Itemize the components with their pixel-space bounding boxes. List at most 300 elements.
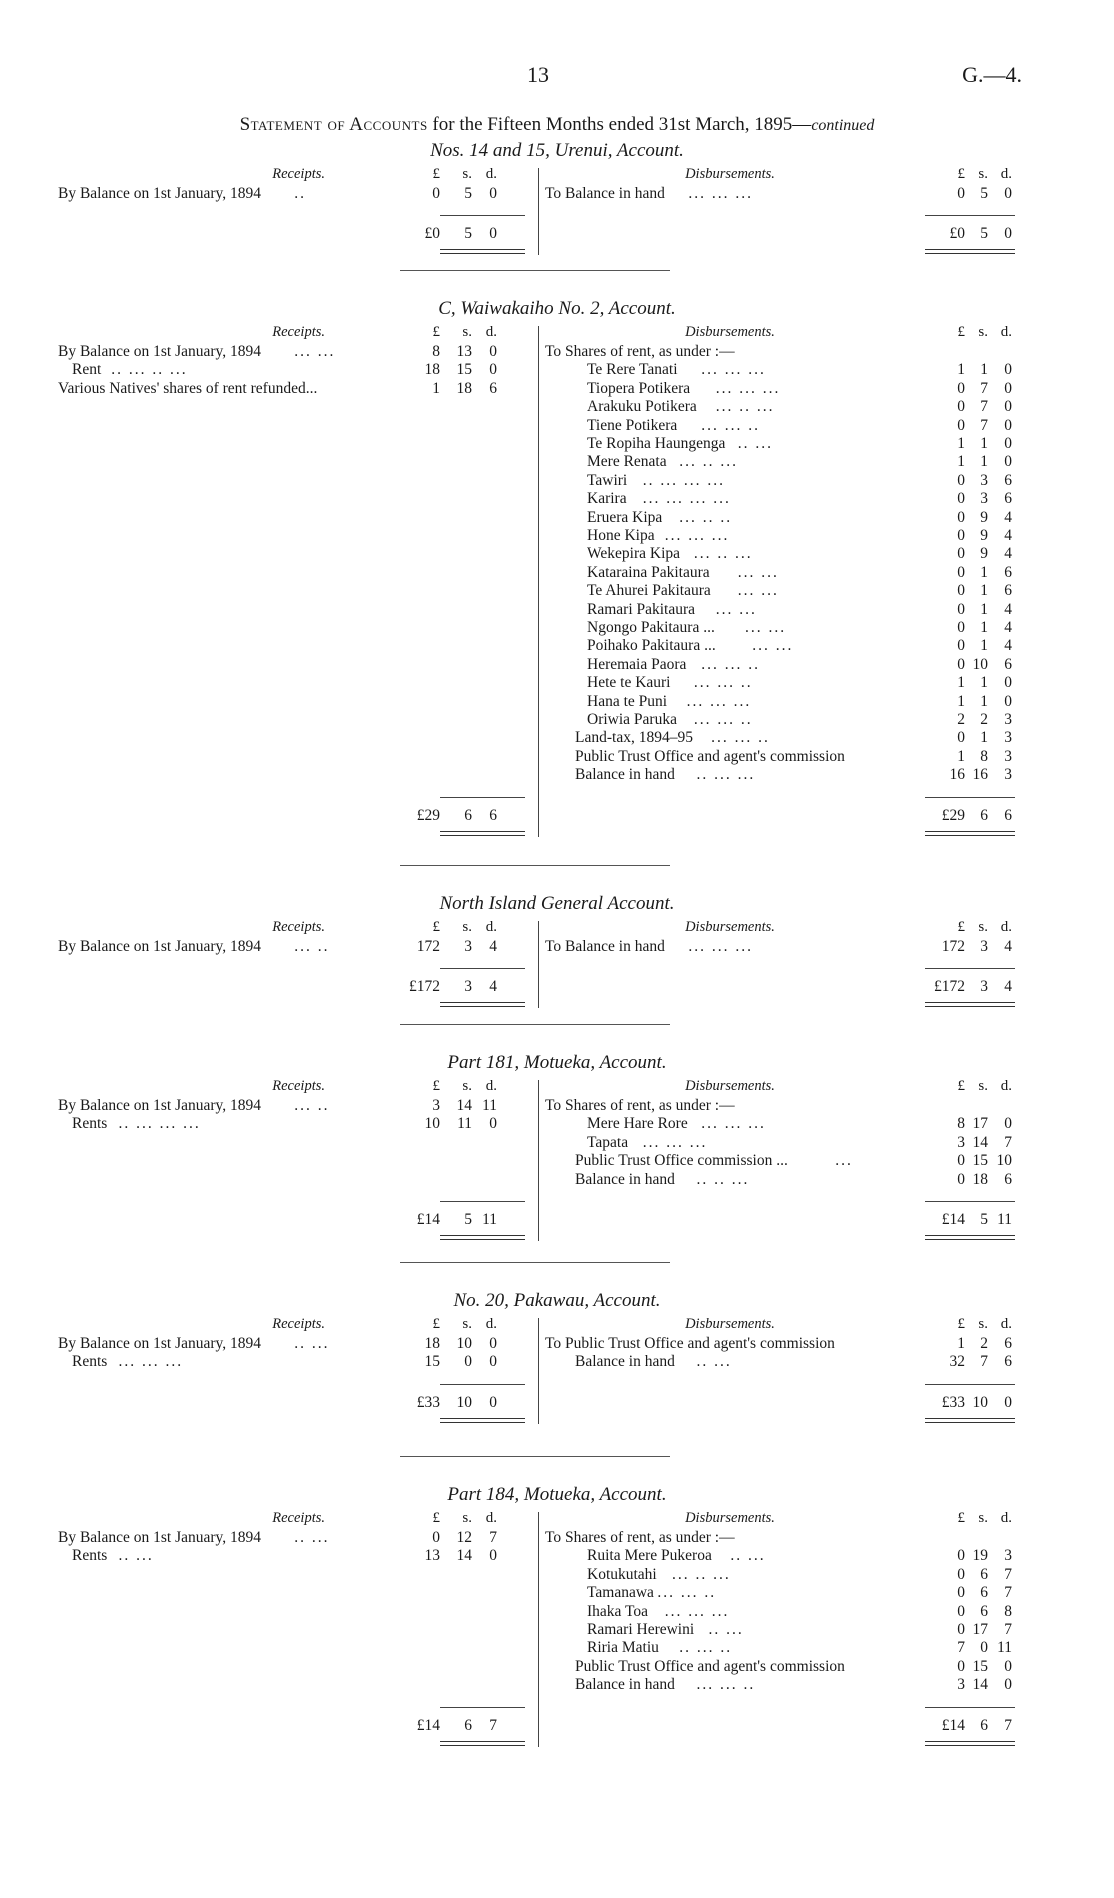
receipts-total-double-rule (440, 1002, 525, 1007)
disbursement-leader-dots: ... ... ... (664, 1602, 730, 1620)
account-title (0, 1290, 1114, 1312)
receipt-amount-l: 8 (432, 343, 440, 360)
column-divider (538, 1080, 539, 1241)
disbursement-label: Wekepira Kipa (587, 545, 680, 563)
receipt-amount-l: 1 (432, 379, 440, 397)
receipt-label: By Balance on 1st January, 1894 (58, 1335, 262, 1352)
disbursements-col-shilling: s. (978, 1078, 988, 1094)
disbursement-label: Ihaka Toa (587, 1602, 649, 1620)
disbursement-amount-s: 5 (980, 185, 988, 202)
disbursement-amount-s: 7 (980, 379, 988, 397)
disbursement-label: Mere Renata (587, 453, 667, 471)
disbursement-leader-dots: ... ... ... (642, 1133, 708, 1151)
disbursement-leader-dots: ... ... (745, 619, 787, 636)
disbursements-total-d: 11 (997, 1211, 1012, 1228)
disbursement-leader-dots: ... .. .. (679, 508, 733, 526)
disbursement-label: Public Trust Office and agent's commission (575, 1657, 845, 1675)
disbursement-amount-s: 19 (972, 1547, 988, 1565)
disbursement-amount-s: 7 (980, 1353, 988, 1371)
disbursement-amount-d: 10 (996, 1152, 1012, 1170)
disbursement-leader-dots: .. ... ... ... (642, 471, 726, 489)
disbursement-amount-d: 7 (1004, 1133, 1012, 1151)
disbursement-amount-d: 8 (1004, 1602, 1012, 1620)
account-title-text: Part 184, Motueka, Account. (447, 1484, 667, 1505)
disbursements-subtotal-rule (925, 215, 1015, 216)
disbursement-amount-l: 0 (957, 379, 965, 397)
receipts-total-double-rule (440, 831, 525, 836)
disbursement-leader-dots: ... ... (715, 600, 757, 618)
disbursements-heading: Disbursements. (685, 324, 775, 340)
receipts-total-double-rule (440, 1418, 525, 1423)
disbursement-amount-l: 0 (957, 1152, 965, 1170)
receipts-col-pound: £ (432, 1510, 440, 1526)
disbursement-label: To Shares of rent, as under :— (545, 1097, 735, 1114)
disbursement-leader-dots: ... ... ... (715, 379, 781, 397)
disbursement-amount-d: 6 (1004, 490, 1012, 508)
disbursement-amount-s: 17 (972, 1115, 988, 1133)
section-separator (400, 1456, 670, 1457)
disbursement-amount-d: 3 (1004, 729, 1012, 747)
disbursement-amount-s: 14 (972, 1676, 988, 1694)
disbursements-total-double-rule (925, 249, 1015, 254)
disbursements-heading: Disbursements. (685, 919, 775, 935)
disbursement-amount-d: 6 (1004, 1335, 1012, 1352)
receipt-label: By Balance on 1st January, 1894 (58, 1529, 262, 1546)
statement-title-caps: Statement of Accounts (239, 114, 428, 135)
disbursement-leader-dots: ... ... .. (701, 655, 760, 673)
disbursement-amount-s: 15 (972, 1657, 988, 1675)
column-divider (538, 1512, 539, 1747)
disbursement-leader-dots: ... ... ... (701, 1115, 766, 1133)
receipt-leader-dots: .. ... .. ... (111, 361, 188, 379)
disbursement-amount-d: 4 (1004, 637, 1012, 655)
disbursement-label: Balance in hand (575, 1353, 675, 1371)
receipts-total-d: 6 (489, 806, 497, 824)
disbursements-total-l: £14 (941, 1211, 965, 1228)
disbursements-total-l: £0 (949, 225, 965, 243)
disbursement-amount-d: 6 (1004, 471, 1012, 489)
receipts-subtotal-rule (440, 1707, 525, 1708)
receipt-amount-l: 18 (424, 1335, 440, 1352)
disbursement-leader-dots: .. ... (730, 1547, 766, 1565)
disbursement-amount-l: 1 (957, 361, 965, 379)
disbursement-amount-d: 3 (1004, 766, 1012, 784)
disbursements-total-s: 6 (980, 1716, 988, 1734)
receipt-label: Rents (72, 1547, 108, 1565)
disbursement-amount-l: 0 (957, 185, 965, 202)
disbursement-leader-dots: ... ... .. (693, 674, 753, 692)
disbursement-amount-l: 3 (957, 1133, 965, 1151)
disbursement-amount-d: 0 (1004, 674, 1012, 692)
disbursement-label: Tawiri (587, 471, 628, 489)
disbursement-leader-dots: ... ... ... (688, 938, 754, 955)
disbursement-amount-d: 7 (1004, 1621, 1012, 1638)
disbursement-amount-d: 6 (1004, 1353, 1012, 1371)
receipts-subtotal-rule (440, 1384, 525, 1385)
disbursement-amount-l: 0 (957, 508, 965, 526)
disbursement-label: Riria Matiu (587, 1639, 659, 1657)
receipts-total-double-rule (440, 1235, 525, 1240)
disbursements-col-shilling: s. (978, 324, 988, 340)
disbursements-total-d: 7 (1004, 1716, 1012, 1734)
column-divider (538, 326, 539, 837)
disbursement-amount-s: 9 (980, 545, 988, 563)
receipts-col-pence: d. (485, 166, 497, 182)
disbursement-amount-l: 0 (957, 1602, 965, 1620)
disbursement-amount-l: 0 (957, 729, 965, 747)
disbursements-heading: Disbursements. (685, 166, 775, 182)
receipt-amount-l: 10 (424, 1115, 440, 1133)
disbursement-label: Tiopera Potikera (587, 379, 691, 397)
disbursement-amount-s: 7 (980, 398, 988, 416)
receipt-label: By Balance on 1st January, 1894 (58, 938, 262, 955)
receipts-col-pence: d. (485, 324, 497, 340)
disbursement-amount-d: 4 (1004, 527, 1012, 544)
section-separator (400, 1262, 670, 1263)
disbursement-amount-s: 7 (980, 416, 988, 434)
disbursement-amount-l: 0 (957, 1547, 965, 1565)
disbursement-amount-l: 0 (957, 637, 965, 655)
receipts-subtotal-rule (440, 215, 525, 216)
disbursement-label: Balance in hand (575, 1170, 675, 1188)
disbursement-amount-d: 0 (1004, 416, 1012, 434)
disbursement-label: Ngongo Pakitaura ... (587, 619, 715, 636)
disbursement-label: Public Trust Office commission ... (575, 1152, 788, 1170)
disbursement-leader-dots: .. ... (696, 1353, 732, 1371)
column-divider (538, 168, 539, 255)
receipt-label: Various Natives' shares of rent refunded... (58, 379, 318, 397)
receipt-amount-s: 0 (464, 1353, 472, 1371)
disbursement-amount-l: 0 (957, 1584, 965, 1602)
disbursement-amount-l: 0 (957, 490, 965, 508)
disbursements-total-d: 4 (1004, 978, 1012, 996)
receipt-amount-d: 0 (489, 343, 497, 360)
receipts-subtotal-rule (440, 1201, 525, 1202)
receipts-col-shilling: s. (462, 1510, 472, 1526)
disbursement-amount-d: 3 (1004, 747, 1012, 765)
account-title (0, 140, 1114, 162)
receipts-col-shilling: s. (462, 919, 472, 935)
disbursements-total-double-rule (925, 831, 1015, 836)
receipts-col-pound: £ (432, 166, 440, 182)
disbursement-amount-s: 6 (980, 1565, 988, 1583)
receipt-amount-s: 13 (456, 343, 472, 360)
disbursement-amount-s: 0 (980, 1639, 988, 1657)
disbursement-amount-s: 18 (972, 1170, 988, 1188)
receipt-label: By Balance on 1st January, 1894 (58, 343, 262, 360)
disbursement-label: Karira (587, 490, 627, 508)
disbursement-amount-l: 1 (957, 674, 965, 692)
account-title (0, 298, 1114, 320)
receipt-amount-l: 18 (424, 361, 440, 379)
disbursement-amount-s: 10 (972, 655, 988, 673)
receipt-amount-l: 13 (424, 1547, 440, 1565)
disbursement-label: Tapata (587, 1133, 629, 1151)
disbursement-label: Mere Hare Rore (587, 1115, 688, 1133)
receipts-total-d: 4 (489, 978, 497, 996)
disbursement-amount-s: 8 (980, 747, 988, 765)
section-separator (400, 1024, 670, 1025)
disbursement-label: Kataraina Pakitaura (587, 563, 710, 581)
disbursement-amount-d: 4 (1004, 508, 1012, 526)
receipt-label: Rents (72, 1353, 108, 1371)
disbursement-amount-l: 172 (941, 938, 965, 955)
disbursement-leader-dots: .. .. ... (696, 1170, 750, 1188)
disbursement-leader-dots: ... ... ... (664, 527, 730, 544)
disbursement-amount-s: 1 (980, 619, 988, 636)
receipts-col-shilling: s. (462, 1078, 472, 1094)
receipt-amount-d: 0 (489, 361, 497, 379)
receipt-amount-d: 4 (489, 938, 497, 955)
disbursement-amount-d: 0 (1004, 361, 1012, 379)
disbursement-amount-d: 6 (1004, 655, 1012, 673)
disbursement-label: Eruera Kipa (587, 508, 663, 526)
disbursements-total-double-rule (925, 1235, 1015, 1240)
disbursement-amount-d: 0 (1004, 453, 1012, 471)
receipts-heading: Receipts. (272, 919, 325, 935)
disbursements-heading: Disbursements. (685, 1078, 775, 1094)
disbursement-amount-l: 0 (957, 545, 965, 563)
receipt-label: Rents (72, 1115, 108, 1133)
disbursement-label: Balance in hand (575, 766, 675, 784)
disbursement-amount-s: 16 (972, 766, 988, 784)
receipt-amount-d: 0 (489, 185, 497, 202)
disbursement-amount-l: 0 (957, 600, 965, 618)
receipt-amount-l: 0 (432, 185, 440, 202)
receipt-leader-dots: .. ... (294, 1335, 330, 1352)
disbursements-col-pence: d. (1000, 919, 1012, 935)
disbursement-amount-l: 1 (957, 453, 965, 471)
receipt-amount-d: 11 (482, 1097, 497, 1114)
disbursement-label: Hone Kipa (587, 527, 655, 544)
account-title (0, 893, 1114, 915)
receipt-label: By Balance on 1st January, 1894 (58, 185, 262, 202)
receipts-subtotal-rule (440, 968, 525, 969)
disbursement-amount-l: 32 (949, 1353, 965, 1371)
account-title-text: C, Waiwakaiho No. 2, Account. (438, 298, 676, 319)
disbursement-leader-dots: .. ... ... (696, 766, 756, 784)
receipts-total-double-rule (440, 249, 525, 254)
disbursements-total-d: 0 (1004, 1393, 1012, 1411)
disbursement-amount-d: 0 (1004, 1115, 1012, 1133)
receipt-amount-s: 5 (464, 185, 472, 202)
receipts-total-s: 3 (464, 978, 472, 996)
disbursement-label: Tamanawa (587, 1584, 654, 1602)
receipt-amount-d: 0 (489, 1547, 497, 1565)
disbursements-total-l: £172 (934, 978, 965, 996)
disbursement-amount-d: 0 (1004, 1676, 1012, 1694)
receipt-amount-s: 14 (456, 1097, 472, 1114)
disbursements-col-pence: d. (1000, 324, 1012, 340)
receipts-total-double-rule (440, 1741, 525, 1746)
disbursement-label: Hana te Puni (587, 692, 668, 710)
disbursement-leader-dots: ... .. ... (693, 545, 753, 563)
disbursement-label: Te Ahurei Pakitaura (587, 582, 711, 600)
disbursement-label: Poihako Pakitaura ... (587, 637, 716, 655)
receipt-leader-dots: ... ... (294, 343, 336, 360)
disbursement-amount-l: 1 (957, 1335, 965, 1352)
disbursement-amount-l: 1 (957, 747, 965, 765)
disbursements-subtotal-rule (925, 1384, 1015, 1385)
disbursement-amount-l: 16 (949, 766, 965, 784)
receipts-heading: Receipts. (272, 1078, 325, 1094)
disbursement-label: Kotukutahi (587, 1565, 657, 1583)
disbursement-amount-l: 0 (957, 582, 965, 600)
receipt-leader-dots: .. ... (118, 1547, 154, 1565)
receipts-heading: Receipts. (272, 324, 325, 340)
disbursements-col-pound: £ (957, 1510, 965, 1526)
disbursements-total-d: 0 (1004, 225, 1012, 243)
receipt-label: By Balance on 1st January, 1894 (58, 1097, 262, 1114)
disbursement-amount-l: 0 (957, 1621, 965, 1638)
receipts-total-l: £14 (416, 1716, 440, 1734)
receipts-total-s: 6 (464, 1716, 472, 1734)
disbursement-label: Land-tax, 1894–95 (575, 729, 693, 747)
disbursement-leader-dots: ... .. ... (679, 453, 739, 471)
disbursement-leader-dots: ... ... (737, 563, 779, 581)
disbursements-total-double-rule (925, 1418, 1015, 1423)
disbursement-amount-d: 7 (1004, 1584, 1012, 1602)
disbursement-amount-l: 0 (957, 619, 965, 636)
account-title-text: North Island General Account. (439, 893, 675, 914)
disbursement-label: To Shares of rent, as under :— (545, 1529, 735, 1546)
receipts-total-l: £0 (424, 225, 440, 243)
statement-continued: continued (811, 117, 875, 134)
receipts-total-l: £29 (416, 806, 440, 824)
disbursements-total-s: 6 (980, 806, 988, 824)
disbursement-leader-dots: ... ... ... (686, 692, 752, 710)
disbursement-leader-dots: ... ... (752, 637, 794, 655)
disbursements-heading: Disbursements. (685, 1510, 775, 1526)
disbursements-subtotal-rule (925, 968, 1015, 969)
receipts-total-l: £14 (416, 1211, 440, 1228)
disbursement-amount-s: 1 (980, 674, 988, 692)
receipts-total-l: £33 (416, 1393, 440, 1411)
receipts-heading: Receipts. (272, 166, 325, 182)
disbursement-amount-l: 0 (957, 563, 965, 581)
disbursement-label: Te Ropiha Haungenga (587, 435, 726, 452)
receipts-col-shilling: s. (462, 1316, 472, 1332)
section-separator (400, 270, 670, 271)
receipt-leader-dots: .. (294, 185, 307, 202)
receipts-col-pound: £ (432, 324, 440, 340)
disbursement-label: Ruita Mere Pukeroa (587, 1547, 712, 1565)
disbursement-leader-dots: .. ... (737, 435, 773, 452)
column-divider (538, 921, 539, 1008)
disbursement-amount-s: 1 (980, 729, 988, 747)
disbursements-col-shilling: s. (978, 919, 988, 935)
disbursements-col-pound: £ (957, 1316, 965, 1332)
receipts-total-d: 0 (489, 225, 497, 243)
disbursement-amount-d: 4 (1004, 600, 1012, 618)
disbursement-amount-s: 15 (972, 1152, 988, 1170)
disbursement-amount-l: 0 (957, 398, 965, 416)
receipts-total-s: 5 (464, 1211, 472, 1228)
disbursement-amount-s: 3 (980, 471, 988, 489)
disbursements-col-pence: d. (1000, 1078, 1012, 1094)
receipt-amount-l: 172 (416, 938, 440, 955)
disbursements-col-pence: d. (1000, 1510, 1012, 1526)
receipt-amount-s: 10 (456, 1335, 472, 1352)
disbursement-label: Tiene Potikera (587, 416, 678, 434)
disbursements-subtotal-rule (925, 1707, 1015, 1708)
disbursement-amount-d: 3 (1004, 1547, 1012, 1565)
disbursement-amount-d: 0 (1004, 379, 1012, 397)
disbursement-amount-s: 1 (980, 582, 988, 600)
receipts-col-shilling: s. (462, 324, 472, 340)
disbursement-leader-dots: ... ... ... ... (642, 490, 731, 508)
receipt-amount-d: 0 (489, 1335, 497, 1352)
disbursement-leader-dots: ... .. ... (672, 1565, 731, 1583)
disbursement-label: Ramari Pakitaura (587, 600, 696, 618)
disbursement-leader-dots: ... ... .. (696, 1676, 756, 1694)
disbursement-amount-s: 1 (980, 563, 988, 581)
disbursements-total-double-rule (925, 1741, 1015, 1746)
disbursement-amount-l: 1 (957, 692, 965, 710)
receipts-col-shilling: s. (462, 166, 472, 182)
disbursement-amount-s: 9 (980, 508, 988, 526)
disbursements-heading: Disbursements. (685, 1316, 775, 1332)
disbursement-amount-d: 6 (1004, 1170, 1012, 1188)
receipt-amount-l: 15 (424, 1353, 440, 1371)
disbursement-amount-s: 17 (972, 1621, 988, 1638)
disbursements-col-pence: d. (1000, 1316, 1012, 1332)
receipt-leader-dots: ... .. (294, 938, 330, 955)
disbursements-col-pound: £ (957, 1078, 965, 1094)
disbursement-amount-s: 3 (980, 938, 988, 955)
disbursement-amount-l: 7 (957, 1639, 965, 1657)
disbursement-label: Te Rere Tanati (587, 361, 678, 379)
receipt-leader-dots: .. ... ... ... (118, 1115, 201, 1133)
disbursements-col-pound: £ (957, 919, 965, 935)
disbursements-col-shilling: s. (978, 1316, 988, 1332)
receipts-col-pence: d. (485, 919, 497, 935)
account-title (0, 1052, 1114, 1074)
receipt-amount-d: 0 (489, 1353, 497, 1371)
disbursements-col-pence: d. (1000, 166, 1012, 182)
disbursement-amount-d: 11 (997, 1639, 1012, 1657)
disbursement-amount-d: 6 (1004, 563, 1012, 581)
disbursement-label: To Balance in hand (545, 185, 665, 202)
receipt-amount-d: 0 (489, 1115, 497, 1133)
disbursement-amount-s: 3 (980, 490, 988, 508)
receipts-col-pence: d. (485, 1510, 497, 1526)
page-number: 13 (527, 62, 549, 87)
disbursement-amount-l: 0 (957, 416, 965, 434)
disbursement-label: Oriwia Paruka (587, 711, 677, 728)
disbursement-amount-l: 0 (957, 527, 965, 544)
disbursement-leader-dots: ... ... (737, 582, 779, 600)
disbursement-amount-d: 0 (1004, 435, 1012, 452)
disbursement-amount-l: 0 (957, 1170, 965, 1188)
statement-title-rest: for the Fifteen Months ended 31st March, 1895— (427, 114, 812, 135)
disbursements-total-s: 10 (972, 1393, 988, 1411)
disbursement-leader-dots: ... .. ... (715, 398, 775, 416)
disbursements-col-shilling: s. (978, 166, 988, 182)
receipt-leader-dots: ... .. (294, 1097, 330, 1114)
disbursement-amount-d: 7 (1004, 1565, 1012, 1583)
receipts-col-pence: d. (485, 1316, 497, 1332)
disbursement-label: To Shares of rent, as under :— (545, 343, 735, 360)
disbursement-label: To Balance in hand (545, 938, 665, 955)
disbursement-amount-s: 1 (980, 600, 988, 618)
disbursements-total-s: 5 (980, 1211, 988, 1228)
disbursement-leader-dots: ... ... .. (711, 729, 770, 747)
disbursement-amount-s: 14 (972, 1133, 988, 1151)
receipt-leader-dots: ... ... ... (118, 1353, 184, 1371)
document-reference: G.—4. (962, 62, 1022, 87)
receipts-subtotal-rule (440, 797, 525, 798)
